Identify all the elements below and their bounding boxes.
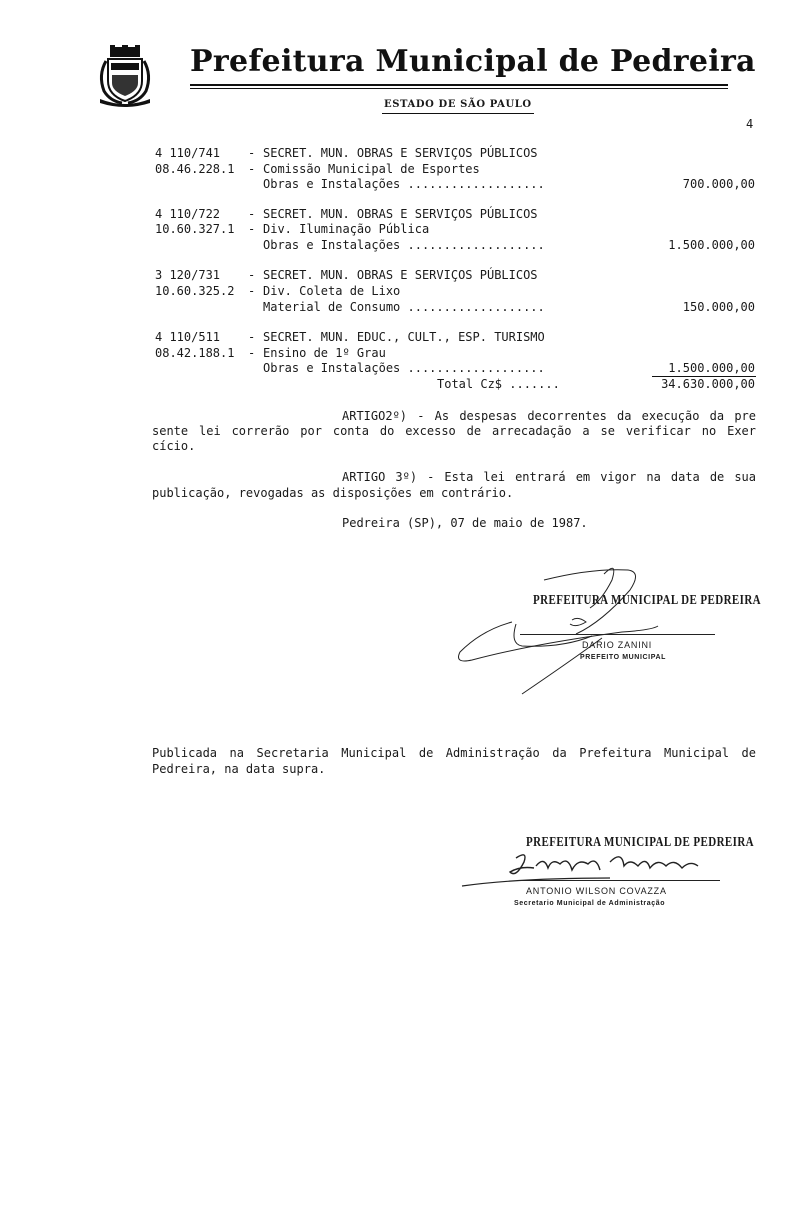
entry-item: Obras e Instalações ...................: [263, 361, 545, 375]
secretary-role-block: [514, 900, 665, 907]
entry-program: 10.60.327.1: [155, 222, 235, 236]
entry-unit: Div. Iluminação Pública: [263, 222, 430, 236]
entry-dash: -: [248, 207, 256, 221]
total-label: Total Cz$ .......: [437, 377, 560, 391]
letterhead-rule-thin: [190, 88, 728, 89]
mayor-stamp: PREFEITURA MUNICIPAL DE PEDREIRA: [533, 592, 762, 608]
page-number: 4: [746, 117, 754, 131]
entry-department: SECRET. MUN. EDUC., CULT., ESP. TURISMO: [263, 330, 545, 344]
entry-department: SECRET. MUN. OBRAS E SERVIÇOS PÚBLICOS: [263, 207, 538, 221]
date-line: Pedreira (SP), 07 de maio de 1987.: [342, 516, 588, 530]
entry-program: 10.60.325.2: [155, 284, 235, 298]
municipal-coat-of-arms-icon: [96, 45, 154, 107]
mayor-signature-block: [533, 594, 761, 606]
entry-code: 3 120/731: [155, 268, 221, 282]
article-2-line2: sente lei correrão por conta do excesso de arrecadação a se verificar no Exer: [152, 424, 756, 438]
article-2-line3: cício.: [152, 439, 196, 453]
entry-dash: -: [248, 284, 256, 298]
publication-note-line1: Publicada na Secretaria Municipal de Administração da Prefeitura Municipal de: [152, 746, 756, 760]
entry-unit: Div. Coleta de Lixo: [263, 284, 401, 298]
article-3-line2: publicação, revogadas as disposições em contrário.: [152, 486, 514, 500]
article-3-line1: ARTIGO 3º) - Esta lei entrará em vigor na data de sua: [342, 470, 756, 484]
entry-item: Material de Consumo ...................: [263, 300, 545, 314]
entry-dash: -: [248, 268, 256, 282]
article-2-line1: ARTIGO2º) - As despesas decorrentes da execução da pre: [342, 409, 756, 423]
entry-unit: Ensino de 1º Grau: [263, 346, 386, 360]
mayor-handwritten-signature: [452, 560, 672, 700]
entry-unit: Comissão Municipal de Esportes: [263, 162, 480, 176]
entry-dash: -: [248, 330, 256, 344]
entry-item: Obras e Instalações ...................: [263, 238, 545, 252]
entry-amount: 700.000,00: [682, 177, 755, 191]
entry-code: 4 110/722: [155, 207, 221, 221]
secretary-stamp: PREFEITURA MUNICIPAL DE PEDREIRA: [526, 834, 755, 850]
secretary-signature-line: [520, 880, 720, 881]
entry-dash: -: [248, 222, 256, 236]
entry-item: Obras e Instalações ...................: [263, 177, 545, 191]
entry-amount: 1.500.000,00: [668, 238, 755, 252]
mayor-name-block: [582, 640, 652, 650]
entry-program: 08.42.188.1: [155, 346, 235, 360]
secretary-name-block: [526, 886, 667, 896]
entry-code: 4 110/741: [155, 146, 221, 160]
mayor-role-block: [580, 654, 666, 661]
entry-program: 08.46.228.1: [155, 162, 235, 176]
letterhead-rule: [190, 84, 728, 86]
entry-department: SECRET. MUN. OBRAS E SERVIÇOS PÚBLICOS: [263, 146, 538, 160]
mayor-role: PREFEITO MUNICIPAL: [580, 654, 666, 661]
entry-amount: 1.500.000,00: [668, 361, 755, 375]
entry-dash: -: [248, 162, 256, 176]
mayor-name: DARIO ZANINI: [582, 640, 653, 650]
mayor-signature-line: [520, 634, 715, 635]
entry-department: SECRET. MUN. OBRAS E SERVIÇOS PÚBLICOS: [263, 268, 538, 282]
secretary-stamp-block: [526, 836, 754, 848]
entry-dash: -: [248, 146, 256, 160]
total-amount: 34.630.000,00: [661, 377, 755, 391]
entry-amount: 150.000,00: [682, 300, 755, 314]
state-underline: [382, 113, 534, 114]
entry-code: 4 110/511: [155, 330, 221, 344]
letterhead-title: Prefeitura Municipal de Pedreira: [190, 44, 756, 79]
letterhead-state: ESTADO DE SÃO PAULO: [384, 99, 532, 110]
secretary-name: ANTONIO WILSON COVAZZA: [526, 886, 667, 896]
publication-note-line2: Pedreira, na data supra.: [152, 762, 326, 776]
entry-dash: -: [248, 346, 256, 360]
secretary-role: Secretario Municipal de Administração: [514, 900, 666, 907]
